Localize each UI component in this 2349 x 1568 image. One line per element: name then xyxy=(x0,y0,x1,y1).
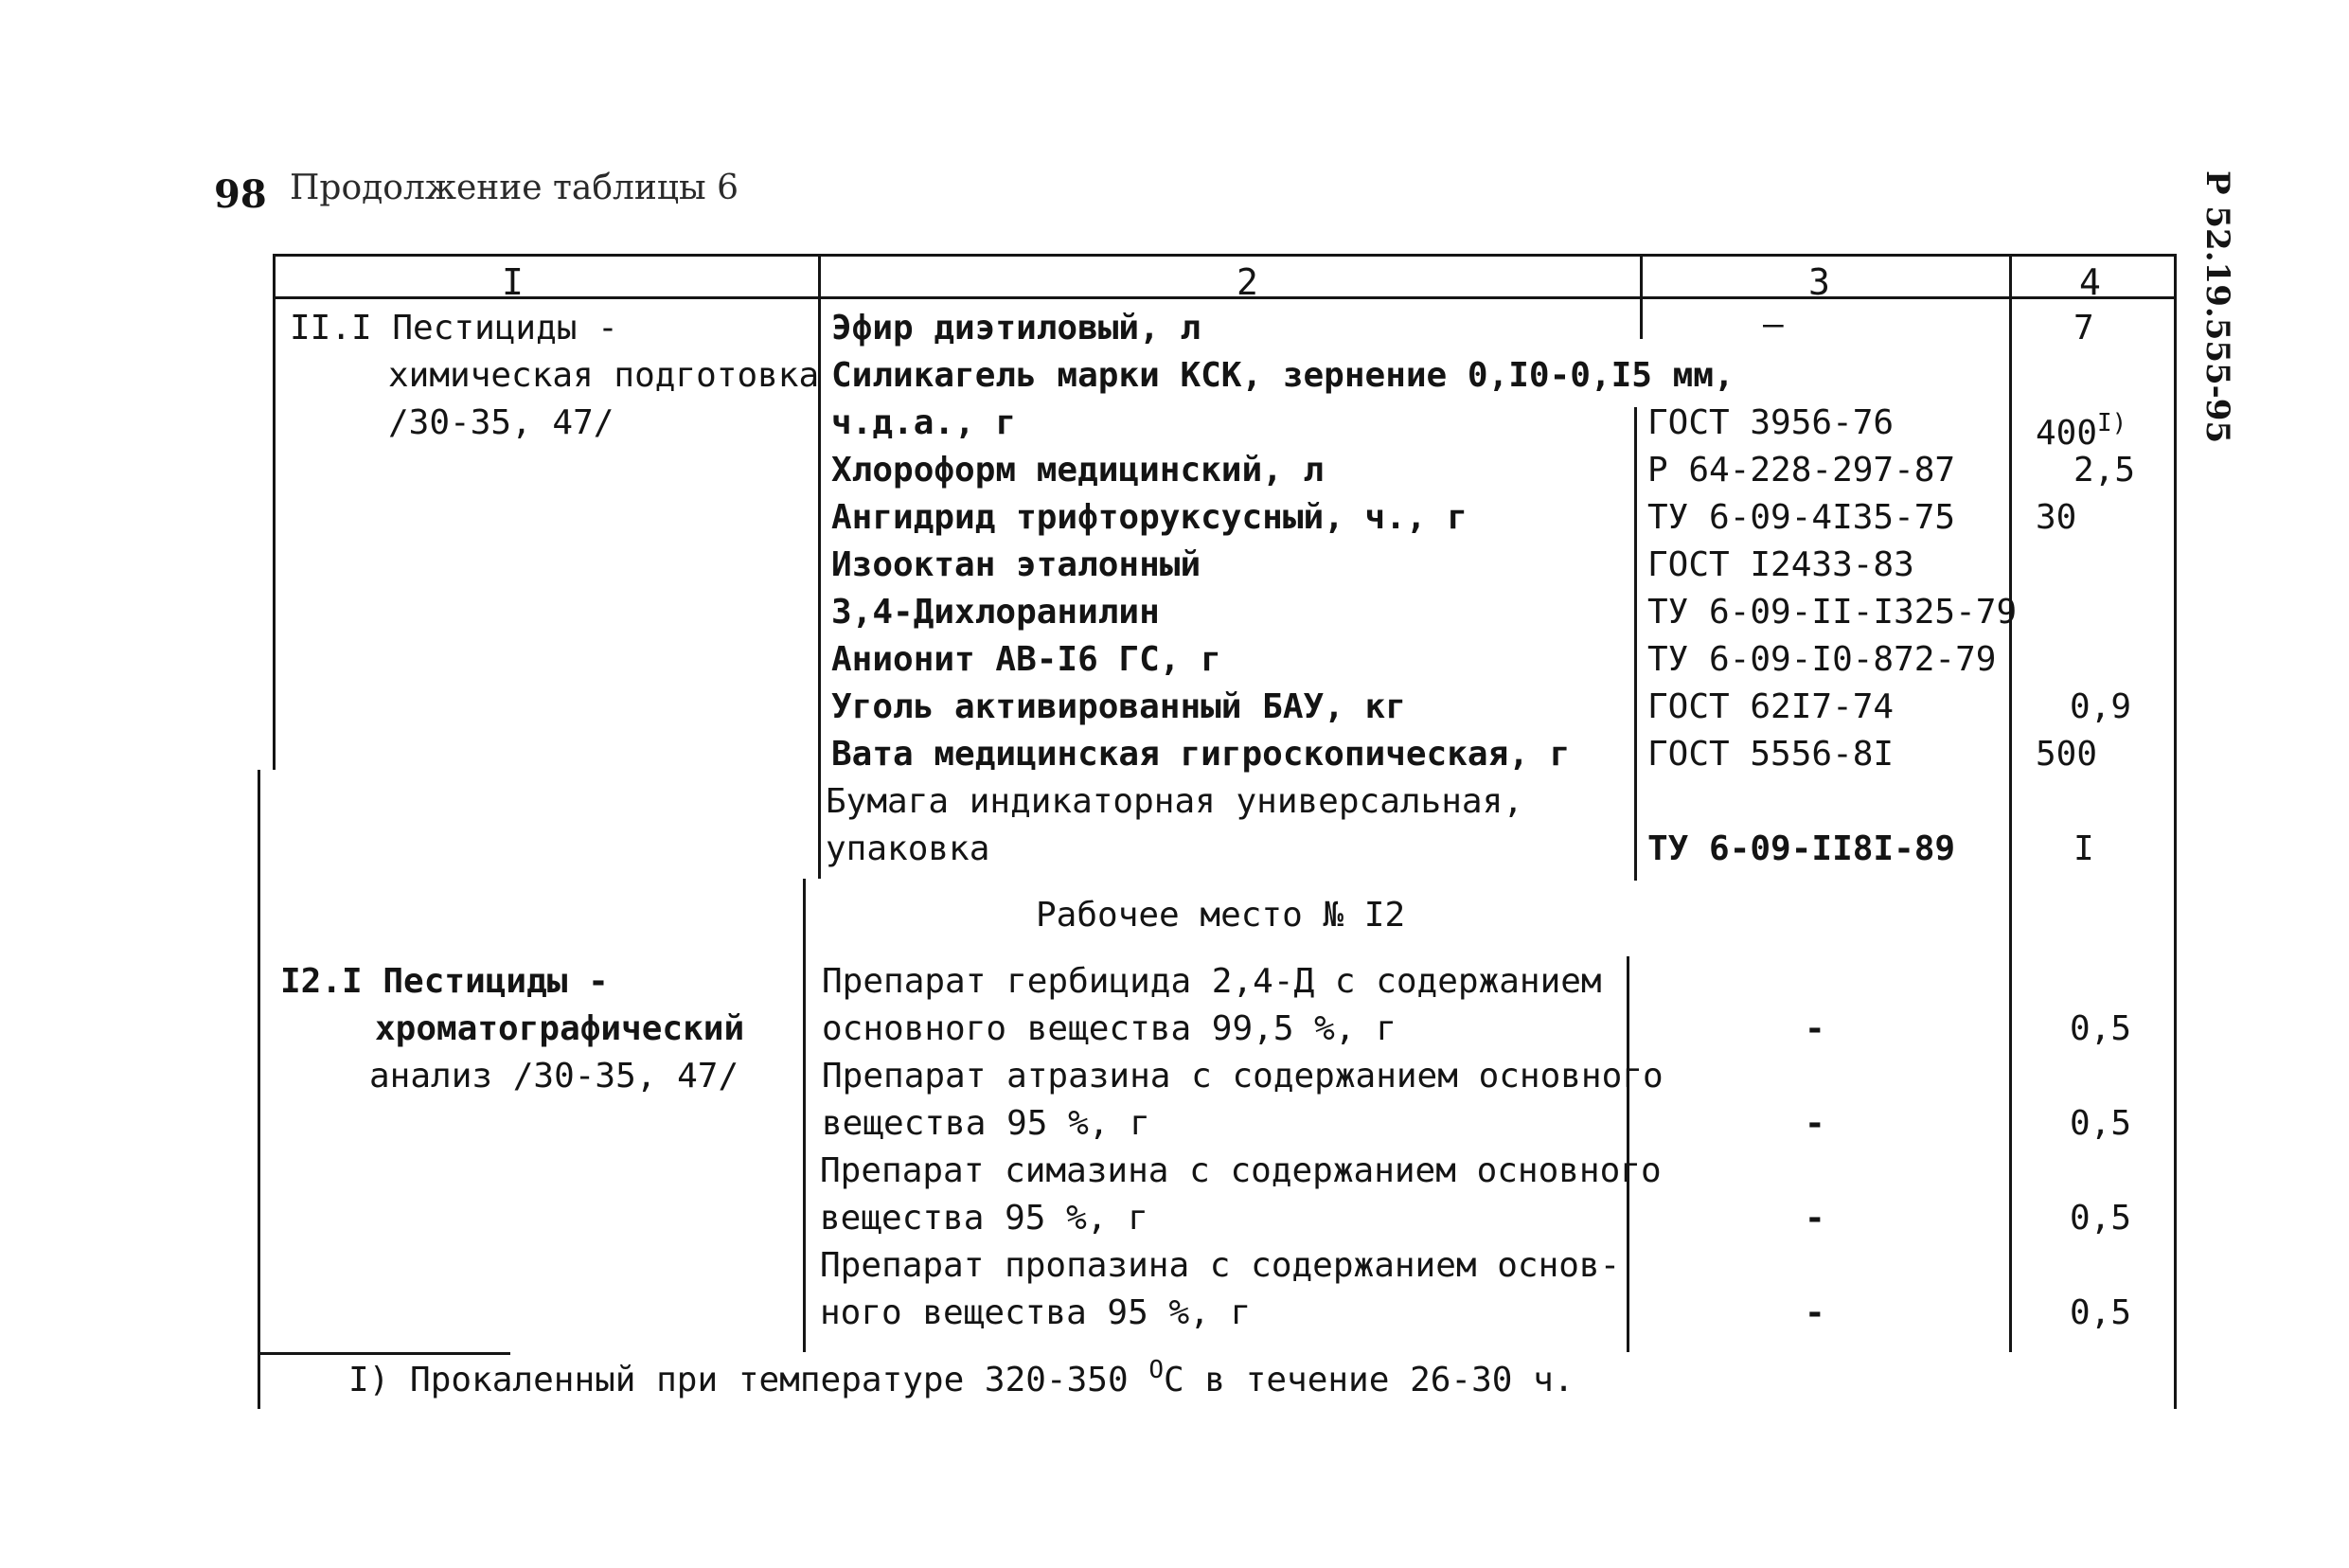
material-name-continued: основного вещества 99,5 %, г xyxy=(822,1009,1397,1048)
material-name: Изооктан эталонный xyxy=(831,545,1201,584)
row-11-1-work-line-1: II.I Пестициды - xyxy=(290,309,618,347)
footnote-ref: I) xyxy=(2097,409,2127,437)
material-standard: ГОСТ I2433-83 xyxy=(1647,545,1914,584)
material-name: Бумага индикаторная универсальная, xyxy=(826,782,1523,821)
table-right-rule xyxy=(2174,254,2177,1409)
material-standard: Р 64-228-297-87 xyxy=(1647,451,1956,490)
material-qty: 0,5 xyxy=(2070,1009,2132,1048)
footnote-marker: I) xyxy=(348,1361,390,1399)
material-name-continued: ного вещества 95 %, г xyxy=(820,1293,1252,1332)
material-name-continued: вещества 95 %, г xyxy=(820,1199,1148,1238)
row-12-1-work-line-3: анализ /30-35, 47/ xyxy=(369,1057,739,1096)
material-qty: 0,5 xyxy=(2070,1104,2132,1143)
column-header-2: 2 xyxy=(1237,261,1258,303)
col2-left-rule xyxy=(818,254,821,879)
material-standard: ТУ 6-09-II-I325-79 xyxy=(1647,593,2018,632)
degree-mark: О xyxy=(1148,1356,1164,1384)
col1-left-rule-lower xyxy=(258,770,260,1409)
row-11-1-work-line-3: /30-35, 47/ xyxy=(388,403,614,442)
material-qty: 500 xyxy=(2036,735,2098,774)
header-bottom-rule xyxy=(275,296,2176,299)
material-name: Эфир диэтиловый, л xyxy=(831,309,1201,347)
document-code: Р 52.19.555-95 xyxy=(2198,170,2236,444)
row-12-1-work-line-2: хроматографический xyxy=(375,1009,745,1048)
material-name: Силикагель марки КСК, зернение 0,I0-0,I5 мм, xyxy=(831,356,1735,395)
material-standard: - xyxy=(1805,1104,1825,1143)
material-name: Уголь активированный БАУ, кг xyxy=(831,687,1406,726)
material-name: 3,4-Дихлоранилин xyxy=(831,593,1160,632)
material-standard: ТУ 6-09-4I35-75 xyxy=(1647,498,1956,537)
material-name-continued: ч.д.а., г xyxy=(831,403,1017,442)
material-name: Вата медицинская гигроскопическая, г xyxy=(831,735,1571,774)
col3-left-rule-mid xyxy=(1634,407,1637,881)
col2-left-rule-lower xyxy=(803,879,806,1352)
material-standard: ГОСТ 5556-8I xyxy=(1647,735,1895,774)
material-standard: ГОСТ 3956-76 xyxy=(1647,403,1895,442)
qty-value: 400 xyxy=(2036,414,2098,453)
material-qty: I xyxy=(2073,829,2094,868)
material-qty: 7 xyxy=(2073,309,2094,347)
material-name: Хлороформ медицинский, л xyxy=(831,451,1325,490)
footnote-separator xyxy=(259,1352,510,1355)
table-top-rule xyxy=(275,254,2176,257)
material-qty: 0,5 xyxy=(2070,1293,2132,1332)
col4-left-rule xyxy=(2009,254,2012,1352)
workplace-heading: Рабочее место № I2 xyxy=(1036,896,1406,935)
row-11-1-work-line-2: химическая подготовка xyxy=(388,356,820,395)
material-name: Препарат пропазина с содержанием основ- xyxy=(820,1246,1621,1285)
table-caption: Продолжение таблицы 6 xyxy=(290,169,739,207)
col3-left-rule xyxy=(1640,254,1643,339)
material-qty: 0,9 xyxy=(2070,687,2132,726)
material-standard: ТУ 6-09-I0-872-79 xyxy=(1647,640,1997,679)
material-name-continued: вещества 95 %, г xyxy=(822,1104,1150,1143)
material-standard: – xyxy=(1763,305,1784,344)
footnote-text-before: Прокаленный при температуре 320-350 xyxy=(410,1361,1129,1399)
material-name-continued: упаковка xyxy=(826,829,990,868)
material-qty: 30 xyxy=(2036,498,2077,537)
column-header-3: 3 xyxy=(1808,261,1830,303)
col1-left-rule xyxy=(273,254,276,770)
material-name: Ангидрид трифторуксусный, ч., г xyxy=(831,498,1468,537)
material-standard: - xyxy=(1805,1293,1825,1332)
material-standard: ГОСТ 62I7-74 xyxy=(1647,687,1895,726)
material-name: Препарат гербицида 2,4-Д с содержанием xyxy=(822,962,1602,1001)
column-header-1: I xyxy=(502,261,524,303)
material-name: Препарат атразина с содержанием основного xyxy=(822,1057,1664,1096)
material-standard: - xyxy=(1805,1009,1825,1048)
footnote-text-after: С в течение 26-30 ч. xyxy=(1163,1361,1575,1399)
material-qty: 0,5 xyxy=(2070,1199,2132,1238)
footnote xyxy=(348,1356,1574,1399)
material-name: Препарат симазина с содержанием основного xyxy=(820,1151,1662,1190)
column-header-4: 4 xyxy=(2079,261,2101,303)
material-standard: ТУ 6-09-II8I-89 xyxy=(1647,829,1956,868)
page-number: 98 xyxy=(214,172,267,217)
material-standard: - xyxy=(1805,1199,1825,1238)
row-12-1-work-line-1: I2.I Пестициды - xyxy=(280,962,609,1001)
material-name: Анионит АВ-I6 ГС, г xyxy=(831,640,1221,679)
material-qty: 2,5 xyxy=(2073,451,2136,490)
